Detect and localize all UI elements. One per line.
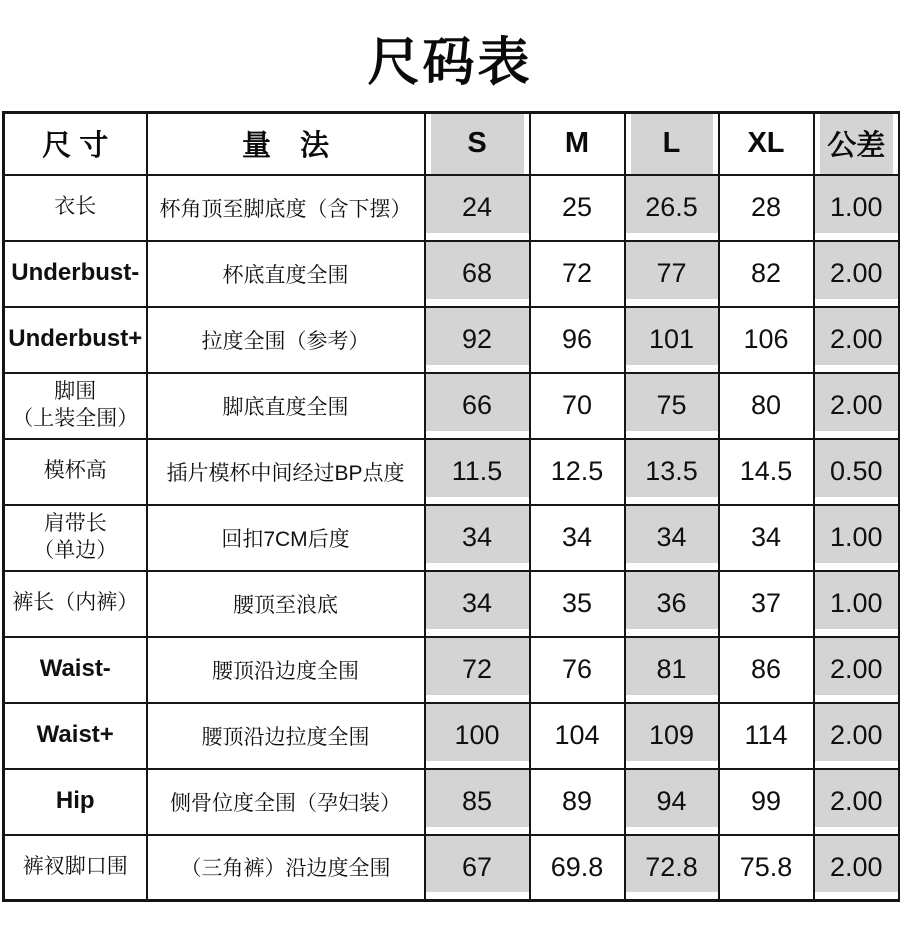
- header-size-col: 尺 寸: [4, 113, 147, 175]
- table-row: [4, 571, 900, 637]
- value-s: 34: [425, 505, 530, 571]
- value-s: 85: [425, 769, 530, 835]
- table-row: [4, 637, 900, 703]
- value-l: 26.5: [625, 175, 719, 241]
- value-m: 89: [530, 769, 625, 835]
- value-tolerance: 2.00: [814, 307, 900, 373]
- measure-method: 回扣7CM后度: [147, 505, 425, 571]
- value-tolerance: 0.50: [814, 439, 900, 505]
- value-xl: 37: [719, 571, 814, 637]
- row-label: 模杯高: [4, 439, 147, 505]
- table-row: [4, 769, 900, 835]
- value-tolerance: 2.00: [814, 241, 900, 307]
- header-l-col: L: [625, 113, 719, 175]
- header-tolerance-col: 公差: [814, 113, 900, 175]
- header-s-col: S: [425, 113, 530, 175]
- value-l: 101: [625, 307, 719, 373]
- value-m: 104: [530, 703, 625, 769]
- table-row: [4, 241, 900, 307]
- value-m: 76: [530, 637, 625, 703]
- value-l: 75: [625, 373, 719, 439]
- value-m: 12.5: [530, 439, 625, 505]
- value-s: 92: [425, 307, 530, 373]
- table-row: [4, 439, 900, 505]
- row-label: Underbust+: [4, 307, 147, 373]
- measure-method: （三角裤）沿边度全围: [147, 835, 425, 901]
- measure-method: 插片模杯中间经过BP点度: [147, 439, 425, 505]
- measure-method: 拉度全围（参考）: [147, 307, 425, 373]
- header-m-col: M: [530, 113, 625, 175]
- table-row: [4, 505, 900, 571]
- measure-method: 杯角顶至脚底度（含下摆）: [147, 175, 425, 241]
- value-l: 13.5: [625, 439, 719, 505]
- row-label: Waist+: [4, 703, 147, 769]
- measure-method: 侧骨位度全围（孕妇装）: [147, 769, 425, 835]
- value-tolerance: 1.00: [814, 175, 900, 241]
- value-xl: 75.8: [719, 835, 814, 901]
- value-xl: 106: [719, 307, 814, 373]
- measure-method: 腰顶沿边度全围: [147, 637, 425, 703]
- table-row: [4, 703, 900, 769]
- value-l: 36: [625, 571, 719, 637]
- value-tolerance: 1.00: [814, 571, 900, 637]
- value-l: 81: [625, 637, 719, 703]
- value-l: 72.8: [625, 835, 719, 901]
- value-tolerance: 2.00: [814, 637, 900, 703]
- page-title: 尺码表: [367, 34, 533, 92]
- value-l: 77: [625, 241, 719, 307]
- value-l: 94: [625, 769, 719, 835]
- value-tolerance: 2.00: [814, 769, 900, 835]
- value-s: 67: [425, 835, 530, 901]
- row-label: 衣长: [4, 175, 147, 241]
- value-s: 34: [425, 571, 530, 637]
- value-m: 69.8: [530, 835, 625, 901]
- measure-method: 脚底直度全围: [147, 373, 425, 439]
- row-label: 裤长（内裤）: [4, 571, 147, 637]
- value-m: 72: [530, 241, 625, 307]
- measure-method: 腰顶至浪底: [147, 571, 425, 637]
- value-m: 96: [530, 307, 625, 373]
- value-xl: 99: [719, 769, 814, 835]
- value-tolerance: 2.00: [814, 703, 900, 769]
- value-xl: 80: [719, 373, 814, 439]
- header-row: [4, 113, 900, 175]
- value-xl: 86: [719, 637, 814, 703]
- value-xl: 114: [719, 703, 814, 769]
- value-tolerance: 2.00: [814, 373, 900, 439]
- table-row: [4, 835, 900, 901]
- measure-method: 杯底直度全围: [147, 241, 425, 307]
- value-xl: 34: [719, 505, 814, 571]
- header-xl-col: XL: [719, 113, 814, 175]
- value-m: 34: [530, 505, 625, 571]
- value-s: 72: [425, 637, 530, 703]
- table-row: [4, 307, 900, 373]
- row-label: Waist-: [4, 637, 147, 703]
- value-s: 68: [425, 241, 530, 307]
- measure-method: 腰顶沿边拉度全围: [147, 703, 425, 769]
- value-l: 34: [625, 505, 719, 571]
- value-m: 25: [530, 175, 625, 241]
- row-label: Underbust-: [4, 241, 147, 307]
- value-m: 35: [530, 571, 625, 637]
- value-l: 109: [625, 703, 719, 769]
- row-label: 裤衩脚口围: [4, 835, 147, 901]
- value-s: 24: [425, 175, 530, 241]
- value-s: 100: [425, 703, 530, 769]
- value-xl: 14.5: [719, 439, 814, 505]
- row-label: 脚围 （上装全围）: [4, 373, 147, 439]
- value-s: 66: [425, 373, 530, 439]
- row-label: Hip: [4, 769, 147, 835]
- size-chart-table: [2, 111, 900, 902]
- value-xl: 82: [719, 241, 814, 307]
- value-m: 70: [530, 373, 625, 439]
- table-row: [4, 373, 900, 439]
- value-tolerance: 2.00: [814, 835, 900, 901]
- value-xl: 28: [719, 175, 814, 241]
- table-body: [4, 175, 900, 901]
- row-label: 肩带长 （单边）: [4, 505, 147, 571]
- table-header: [4, 113, 900, 175]
- header-method-col: 量 法: [147, 113, 425, 175]
- value-tolerance: 1.00: [814, 505, 900, 571]
- table-row: [4, 175, 900, 241]
- value-s: 11.5: [425, 439, 530, 505]
